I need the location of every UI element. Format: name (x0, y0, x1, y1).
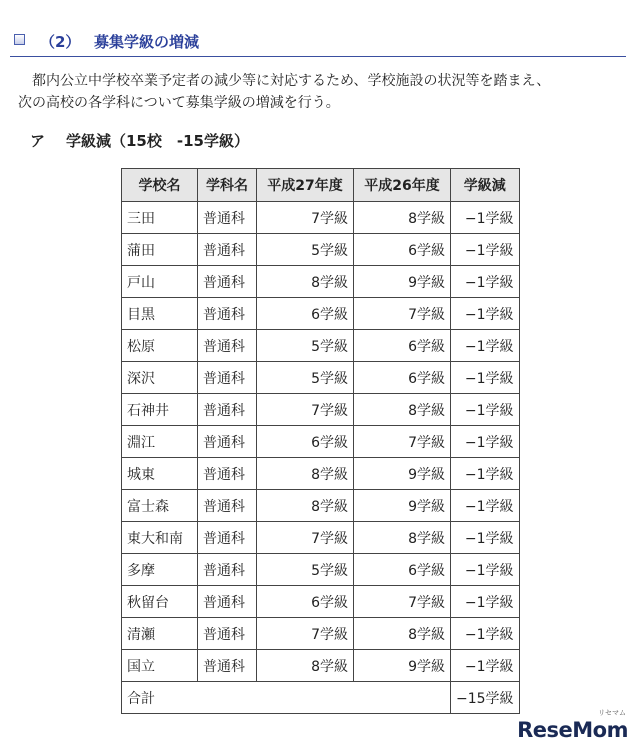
subsection-text: 学級減（15校 -15学級） (66, 132, 249, 150)
cell-school: 城東 (122, 458, 198, 490)
header-fy2015: 平成27年度 (257, 169, 354, 202)
cell-department: 普通科 (198, 394, 257, 426)
cell-department: 普通科 (198, 554, 257, 586)
cell-reduction: −1学級 (451, 266, 520, 298)
table-row (122, 554, 520, 586)
header-department: 学科名 (198, 169, 257, 202)
cell-fy2014: 6学級 (354, 234, 451, 266)
cell-fy2015: 7学級 (257, 522, 354, 554)
table-row (122, 618, 520, 650)
cell-fy2015: 7学級 (257, 202, 354, 234)
cell-school: 東大和南 (122, 522, 198, 554)
table-row (122, 202, 520, 234)
cell-school: 松原 (122, 330, 198, 362)
cell-fy2014: 7学級 (354, 586, 451, 618)
cell-department: 普通科 (198, 362, 257, 394)
table-row (122, 586, 520, 618)
cell-fy2014: 9学級 (354, 650, 451, 682)
cell-fy2015: 5学級 (257, 234, 354, 266)
header-reduction: 学級減 (451, 169, 520, 202)
cell-fy2015: 8学級 (257, 458, 354, 490)
cell-department: 普通科 (198, 266, 257, 298)
cell-fy2014: 6学級 (354, 362, 451, 394)
intro-line-2: 次の高校の各学科について募集学級の増減を行う。 (18, 95, 340, 111)
cell-school: 蒲田 (122, 234, 198, 266)
cell-reduction: −1学級 (451, 554, 520, 586)
table-row (122, 426, 520, 458)
section-number: （2） (40, 33, 81, 51)
table-row (122, 394, 520, 426)
cell-department: 普通科 (198, 330, 257, 362)
cell-fy2014: 7学級 (354, 426, 451, 458)
cell-fy2014: 8学級 (354, 522, 451, 554)
cell-department: 普通科 (198, 458, 257, 490)
cell-school: 淵江 (122, 426, 198, 458)
cell-fy2015: 6学級 (257, 586, 354, 618)
total-value: −15学級 (451, 682, 520, 714)
section-title: 募集学級の増減 (94, 33, 200, 51)
cell-fy2015: 7学級 (257, 394, 354, 426)
cell-fy2014: 6学級 (354, 330, 451, 362)
cell-fy2014: 9学級 (354, 458, 451, 490)
cell-fy2014: 8学級 (354, 618, 451, 650)
cell-school: 国立 (122, 650, 198, 682)
watermark-subtext: リセマム (598, 709, 626, 717)
cell-reduction: −1学級 (451, 618, 520, 650)
intro-paragraph (18, 70, 628, 114)
class-reduction-table (121, 168, 520, 714)
cell-reduction: −1学級 (451, 298, 520, 330)
cell-fy2015: 8学級 (257, 490, 354, 522)
cell-fy2014: 8学級 (354, 202, 451, 234)
cell-reduction: −1学級 (451, 330, 520, 362)
table-row (122, 458, 520, 490)
cell-school: 清瀬 (122, 618, 198, 650)
cell-school: 石神井 (122, 394, 198, 426)
cell-fy2014: 6学級 (354, 554, 451, 586)
cell-fy2014: 8学級 (354, 394, 451, 426)
cell-reduction: −1学級 (451, 362, 520, 394)
cell-department: 普通科 (198, 586, 257, 618)
cell-reduction: −1学級 (451, 490, 520, 522)
cell-reduction: −1学級 (451, 586, 520, 618)
table-row (122, 650, 520, 682)
cell-reduction: −1学級 (451, 650, 520, 682)
table-row (122, 234, 520, 266)
cell-reduction: −1学級 (451, 426, 520, 458)
header-school: 学校名 (122, 169, 198, 202)
intro-line-1: 都内公立中学校卒業予定者の減少等に対応するため、学校施設の状況等を踏まえ、 (32, 73, 551, 89)
cell-fy2015: 5学級 (257, 554, 354, 586)
subsection-marker: ア (30, 132, 46, 150)
cell-fy2015: 7学級 (257, 618, 354, 650)
cell-reduction: −1学級 (451, 202, 520, 234)
cell-fy2015: 5学級 (257, 330, 354, 362)
cell-department: 普通科 (198, 202, 257, 234)
cell-fy2015: 5学級 (257, 362, 354, 394)
table-header-row (122, 169, 520, 202)
total-label: 合計 (122, 682, 451, 714)
cell-school: 目黒 (122, 298, 198, 330)
cell-reduction: −1学級 (451, 458, 520, 490)
cell-fy2015: 6学級 (257, 426, 354, 458)
section-bullet-icon (14, 34, 25, 45)
table-total-row (122, 682, 520, 714)
cell-department: 普通科 (198, 298, 257, 330)
resemom-logo: ReseMom (517, 718, 628, 742)
cell-school: 深沢 (122, 362, 198, 394)
cell-department: 普通科 (198, 650, 257, 682)
table-body (122, 202, 520, 682)
cell-school: 富士森 (122, 490, 198, 522)
table-row (122, 330, 520, 362)
table-row (122, 522, 520, 554)
cell-department: 普通科 (198, 618, 257, 650)
cell-reduction: −1学級 (451, 522, 520, 554)
cell-school: 三田 (122, 202, 198, 234)
cell-school: 秋留台 (122, 586, 198, 618)
cell-department: 普通科 (198, 426, 257, 458)
table-row (122, 362, 520, 394)
table-row (122, 266, 520, 298)
subsection-heading (30, 130, 249, 151)
cell-fy2015: 8学級 (257, 650, 354, 682)
table-row (122, 298, 520, 330)
cell-department: 普通科 (198, 490, 257, 522)
cell-school: 多摩 (122, 554, 198, 586)
table-row (122, 490, 520, 522)
cell-department: 普通科 (198, 234, 257, 266)
section-header (10, 32, 626, 57)
cell-fy2015: 8学級 (257, 266, 354, 298)
cell-fy2014: 9学級 (354, 490, 451, 522)
cell-fy2014: 7学級 (354, 298, 451, 330)
cell-fy2015: 6学級 (257, 298, 354, 330)
cell-fy2014: 9学級 (354, 266, 451, 298)
cell-department: 普通科 (198, 522, 257, 554)
cell-school: 戸山 (122, 266, 198, 298)
cell-reduction: −1学級 (451, 394, 520, 426)
cell-reduction: −1学級 (451, 234, 520, 266)
header-fy2014: 平成26年度 (354, 169, 451, 202)
